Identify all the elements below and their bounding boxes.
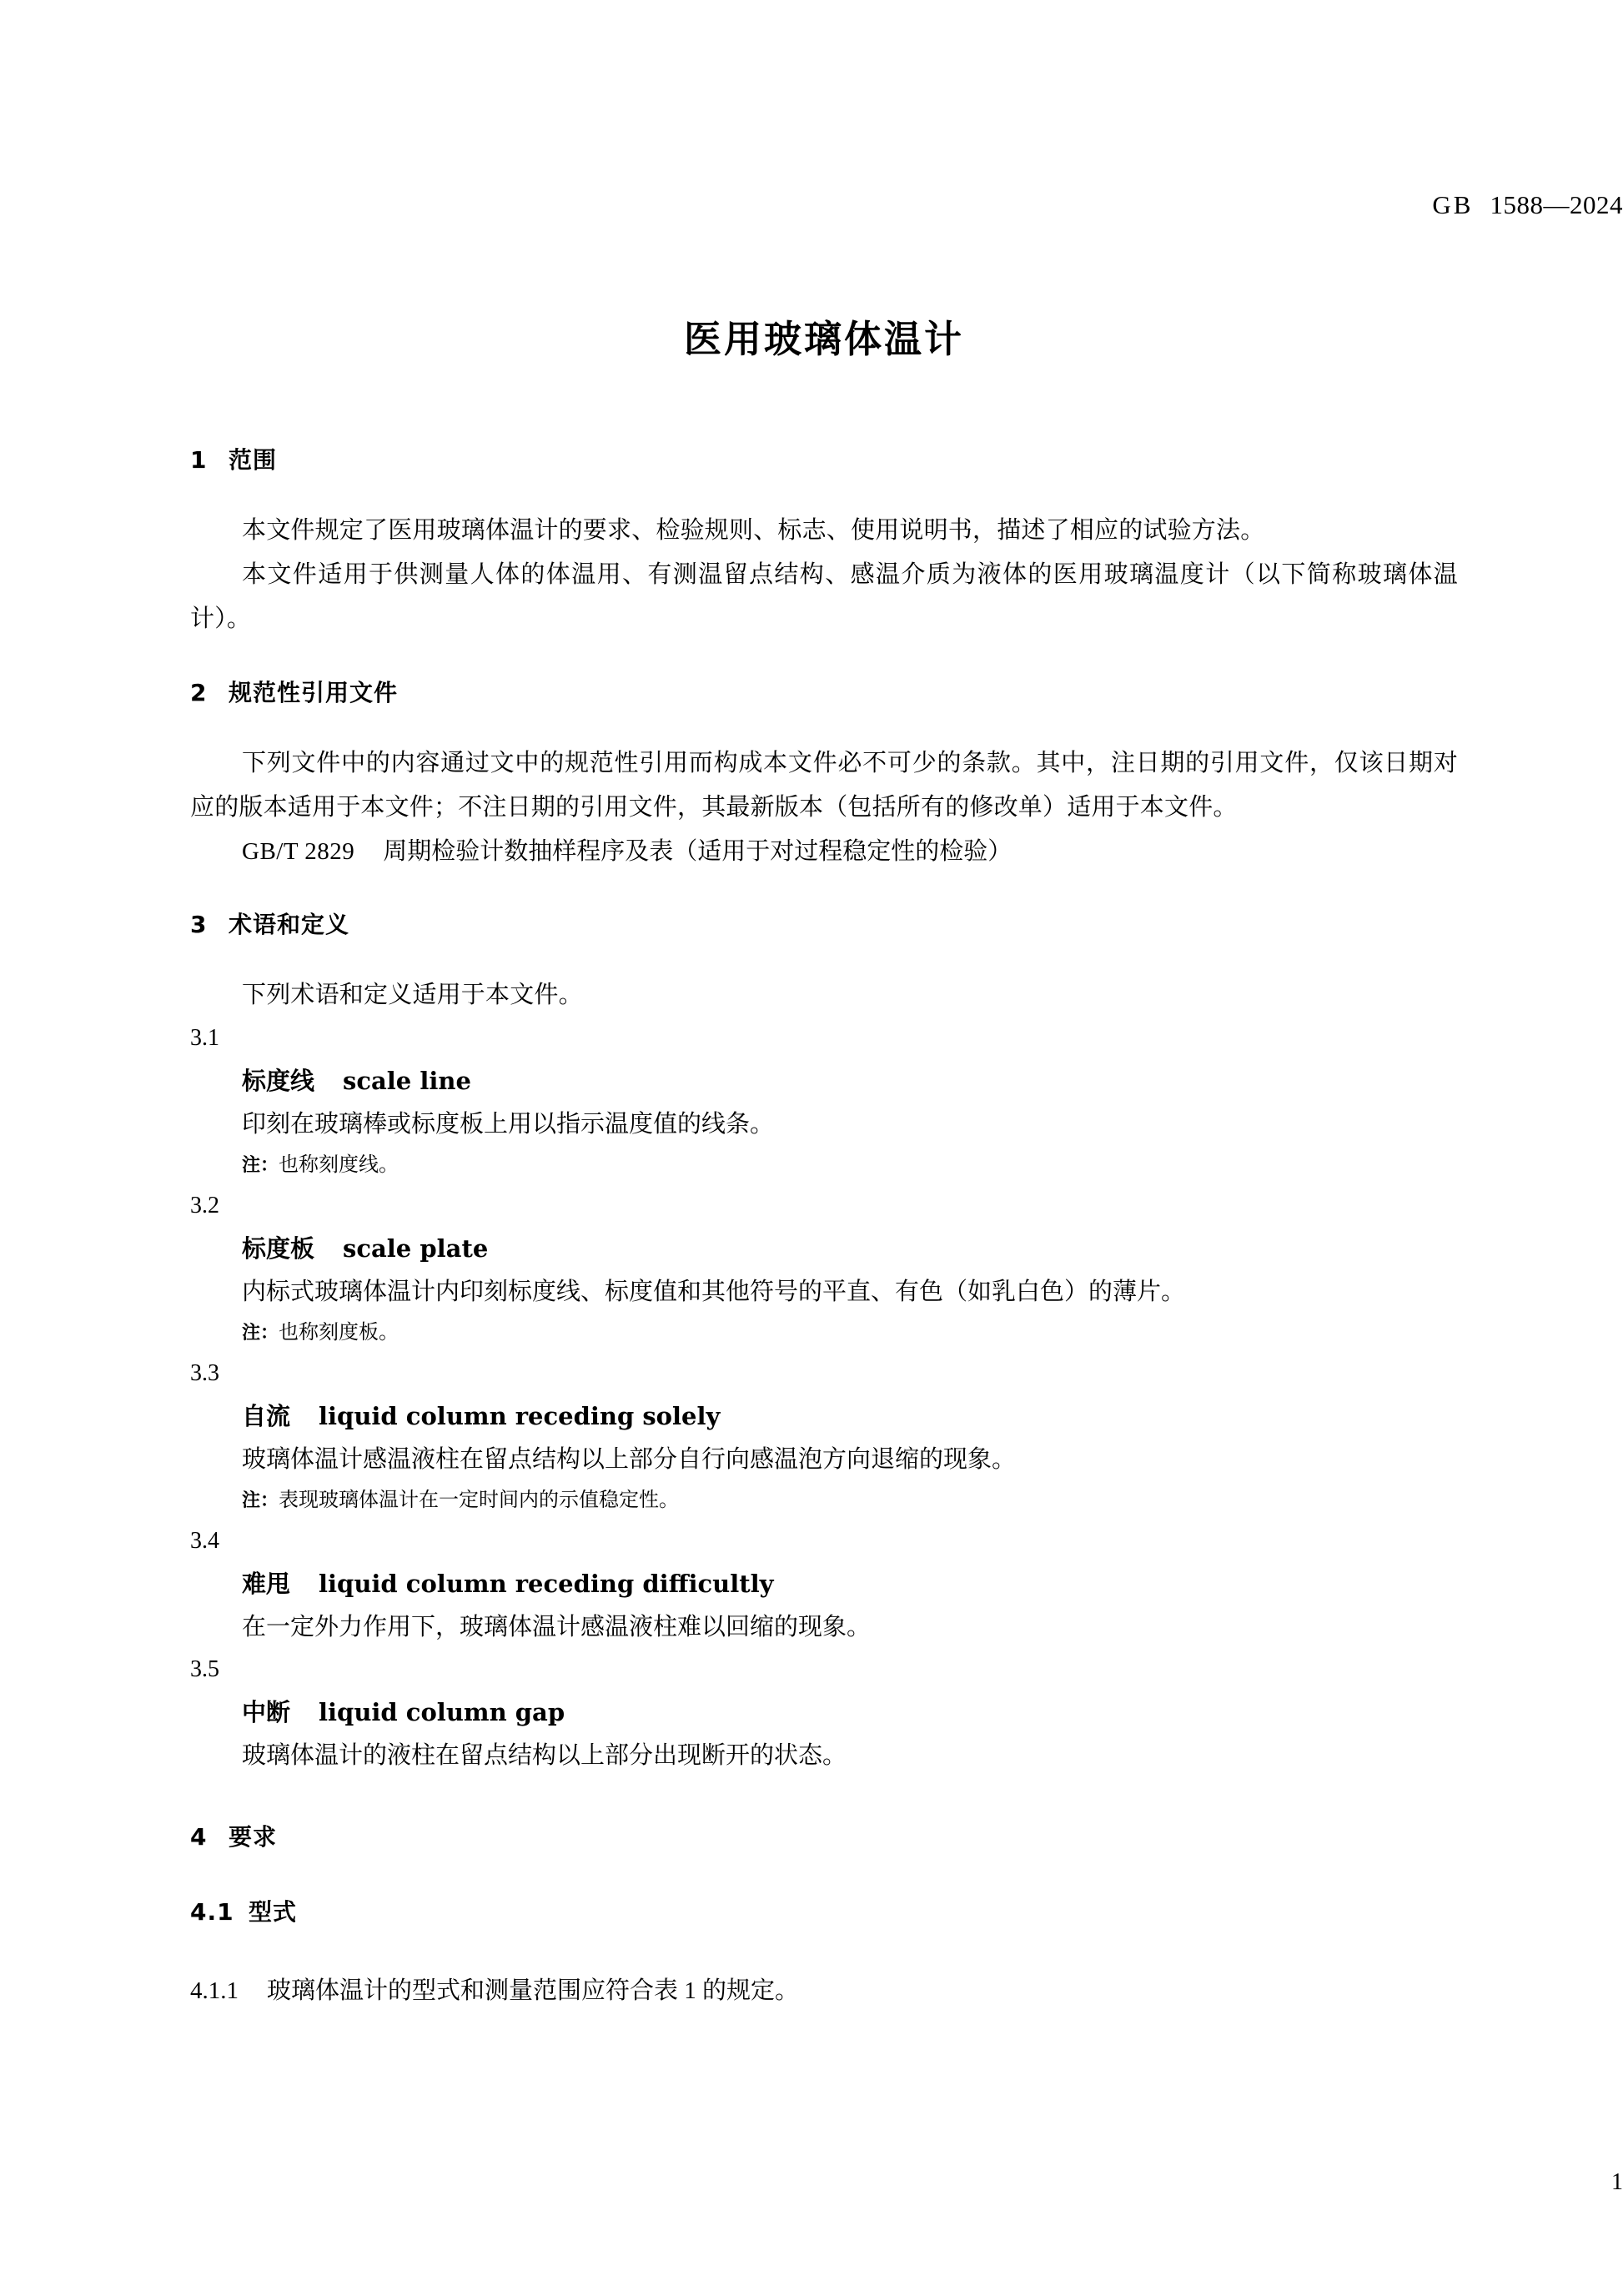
term-name	[190, 1691, 1458, 1734]
page-number: 1	[1611, 2169, 1623, 2195]
term-name	[190, 1562, 1458, 1605]
standard-number: 1588—2024	[1490, 190, 1623, 219]
document-body	[190, 0, 1458, 2013]
term-name	[190, 1394, 1458, 1438]
section-title-3: 术语和定义	[229, 911, 350, 938]
term-name	[190, 1227, 1458, 1270]
term-note-label: 注：	[242, 1490, 279, 1511]
section-title-4-1: 型式	[249, 1898, 298, 1926]
term-number: 3.5	[190, 1656, 219, 1682]
term-name-cn: 标度板	[242, 1234, 315, 1263]
paragraph: 下列术语和定义适用于本文件。	[242, 982, 583, 1008]
term-name-en: liquid column receding solely	[319, 1402, 721, 1430]
section-number-4-1: 4.1	[190, 1898, 234, 1926]
section-title-4: 要求	[229, 1823, 278, 1851]
term-name-en: scale line	[343, 1067, 471, 1095]
term-definition: 在一定外力作用下，玻璃体温计感温液柱难以回缩的现象。	[242, 1614, 872, 1640]
term-note-label: 注：	[242, 1323, 279, 1344]
term-name-en: liquid column receding difficultly	[319, 1570, 774, 1598]
term-note-text: 也称刻度板。	[279, 1322, 399, 1344]
term-definition: 玻璃体温计的液柱在留点结构以上部分出现断开的状态。	[242, 1742, 847, 1769]
term-definition: 玻璃体温计感温液柱在留点结构以上部分自行向感温泡方向退缩的现象。	[242, 1446, 1017, 1473]
reference-code: GB/T 2829	[242, 838, 355, 865]
term-note-text: 也称刻度线。	[279, 1154, 399, 1176]
term-definition: 内标式玻璃体温计内印刻标度线、标度值和其他符号的平直、有色（如乳白色）的薄片。	[242, 1279, 1186, 1305]
section-title-1: 范围	[229, 446, 278, 474]
reference-title: 周期检验计数抽样程序及表（适用于对过程稳定性的检验）	[383, 838, 1012, 865]
section-heading-3	[190, 907, 1458, 940]
section-number-2: 2	[190, 679, 208, 706]
section-heading-2	[190, 675, 1458, 708]
term-definition: 印刻在玻璃棒或标度板上用以指示温度值的线条。	[242, 1111, 775, 1138]
term-name-en: scale plate	[343, 1234, 489, 1263]
term-note-label: 注：	[242, 1155, 279, 1176]
term-note	[190, 1314, 1458, 1353]
term-number: 3.3	[190, 1360, 219, 1386]
term-name	[190, 1059, 1458, 1103]
page-title: 医用玻璃体温计	[683, 317, 964, 361]
section-title-2: 规范性引用文件	[229, 679, 399, 706]
section-number-1: 1	[190, 446, 208, 474]
term-name-cn: 自流	[242, 1402, 291, 1430]
term-note	[190, 1481, 1458, 1520]
standard-prefix: GB	[1432, 190, 1474, 219]
clause-number: 4.1.1	[190, 1977, 239, 2004]
term-name-cn: 中断	[242, 1698, 291, 1726]
section-heading-4-1	[190, 1894, 1458, 1927]
paragraph: 本文件规定了医用玻璃体温计的要求、检验规则、标志、使用说明书，描述了相应的试验方法。	[242, 517, 1265, 544]
term-name-en: liquid column gap	[319, 1698, 565, 1726]
term-name-cn: 标度线	[242, 1067, 315, 1095]
term-note-text: 表现玻璃体温计在一定时间内的示值稳定性。	[279, 1490, 680, 1511]
term-note	[190, 1146, 1458, 1185]
clause-text: 玻璃体温计的型式和测量范围应符合表 1 的规定。	[267, 1977, 800, 2004]
section-heading-4	[190, 1819, 1458, 1852]
term-number: 3.2	[190, 1193, 219, 1218]
term-number: 3.1	[190, 1025, 219, 1051]
page-header-standard-id	[1432, 190, 1623, 220]
paragraph: 下列文件中的内容通过文中的规范性引用而构成本文件必不可少的条款。其中，注日期的引用文件，仅该日期对应的版本适用于本文件；不注日期的引用文件，其最新版本（包括所有的修改单）适用于本文件。	[190, 750, 1458, 821]
term-name-cn: 难甩	[242, 1570, 291, 1598]
section-number-3: 3	[190, 911, 208, 938]
normative-reference-item	[190, 830, 1458, 873]
term-number: 3.4	[190, 1528, 219, 1554]
paragraph: 本文件适用于供测量人体的体温用、有测温留点结构、感温介质为液体的医用玻璃温度计（以下简称玻璃体温计）。	[190, 561, 1458, 632]
section-number-4: 4	[190, 1823, 208, 1851]
clause-4-1-1	[190, 1969, 1458, 2013]
section-heading-1	[190, 442, 1458, 475]
